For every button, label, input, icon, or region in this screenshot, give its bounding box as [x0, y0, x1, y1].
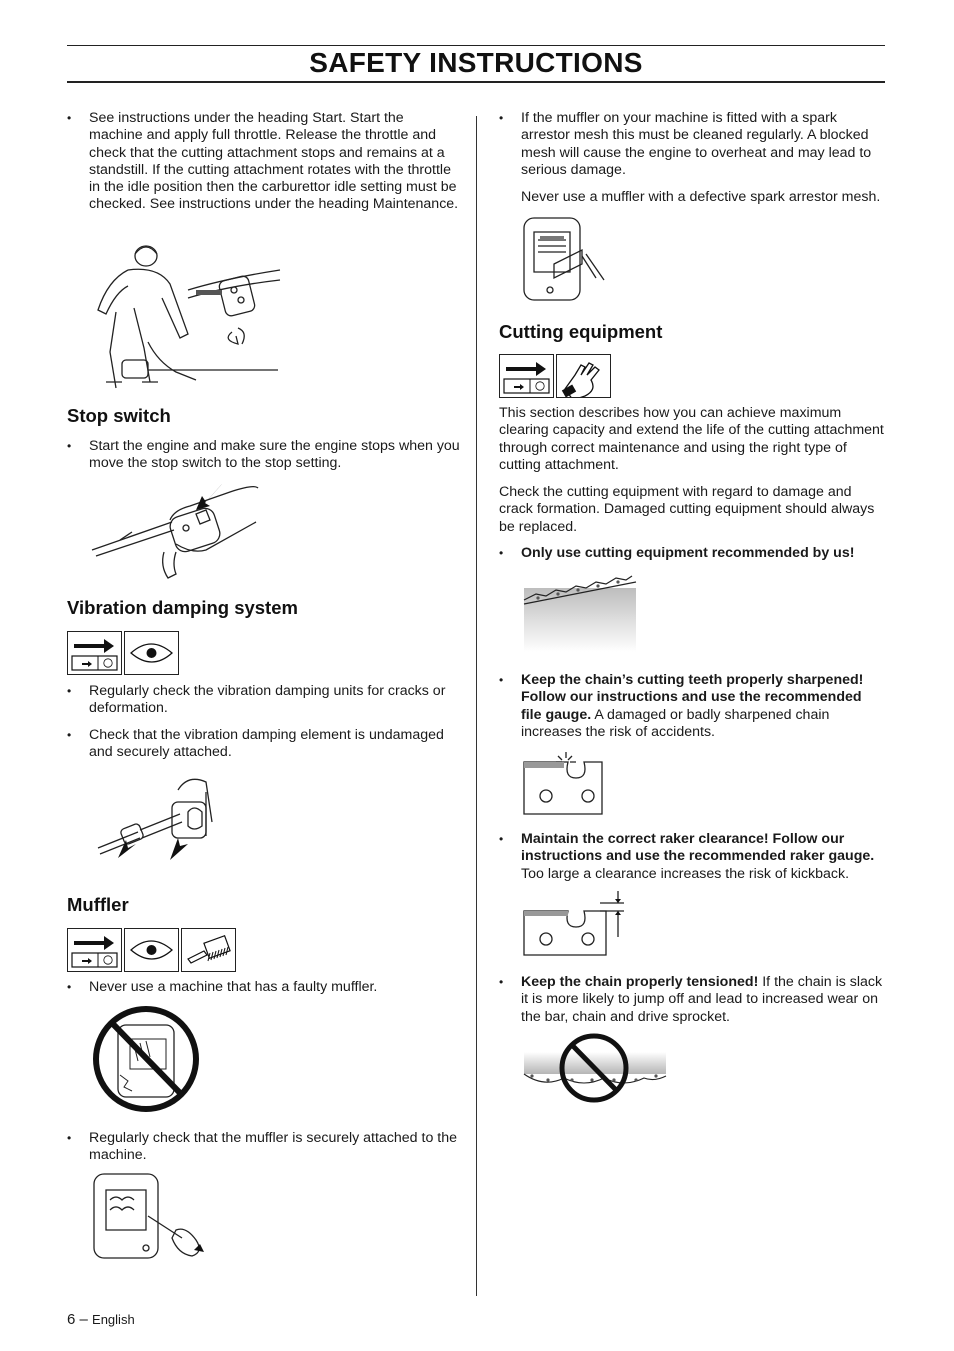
- vibration-heading: Vibration damping system: [67, 597, 298, 618]
- arrow-stop-icon: [68, 929, 121, 971]
- idle-check-illustration: [88, 242, 288, 390]
- glove-icon: [557, 355, 610, 397]
- bullet-dot: •: [67, 1131, 72, 1145]
- chain-illustration: [522, 566, 640, 654]
- inspect-symbol-box: [67, 631, 122, 675]
- muffler-heading: Muffler: [67, 894, 129, 915]
- sharpen-text: [521, 672, 885, 741]
- sharp-tooth-illustration: [522, 752, 612, 818]
- tension-bold: Keep the chain properly tensioned!: [521, 974, 759, 990]
- spark-arrestor-note: Never use a muffler with a defective spark arrestor mesh.: [521, 189, 881, 205]
- stop-switch-text: Start the engine and make sure the engine stops when you move the stop switch to the stop setting.: [89, 438, 460, 472]
- eye-icon: [125, 632, 178, 674]
- raker-bold: Maintain the correct raker clearance! Follow our instructions and use the recommended raker gauge.: [521, 831, 875, 865]
- prohibited-icon: [522, 1032, 668, 1104]
- tension-text: [521, 974, 885, 1026]
- page-footer: [67, 1311, 135, 1329]
- raker-rest: Too large a clearance increases the risk of kickback.: [521, 865, 850, 882]
- column-divider: [476, 116, 477, 1296]
- tension-rest: If the chain is slack it is more likely to jump off and lead to increased wear on the bar, chain and drive sprocket.: [521, 974, 883, 1025]
- brush-symbol-box: [181, 928, 236, 972]
- bullet-dot: •: [67, 439, 72, 453]
- footer-language: English: [92, 1312, 135, 1327]
- muffler-text-1: Never use a machine that has a faulty muffler.: [89, 979, 378, 995]
- inspect-symbol-box: [499, 354, 554, 398]
- arrow-stop-icon: [68, 632, 121, 674]
- glove-symbol-box: [556, 354, 611, 398]
- chain-bar-image: [522, 566, 640, 654]
- raker-text: [521, 831, 887, 883]
- page-number: 6 –: [67, 1311, 88, 1328]
- recommended-text: [521, 545, 885, 562]
- sharpen-rest: A damaged or badly sharpened chain increases the risk of accidents.: [521, 706, 830, 740]
- eye-symbol-box: [124, 928, 179, 972]
- cutting-check: Check the cutting equipment with regard to damage and crack formation. Damaged cutting equipment should always be replaced.: [499, 484, 875, 535]
- bullet-dot: •: [499, 832, 504, 846]
- cutter-tooth-image: [522, 752, 612, 818]
- screwdriver-image: [90, 1170, 212, 1262]
- inspect-symbol-box: [67, 928, 122, 972]
- recommended-bold: Only use cutting equipment recommended by us!: [521, 545, 855, 561]
- brush-icon: [182, 929, 235, 971]
- bullet-dot: •: [67, 684, 72, 698]
- intro-text: See instructions under the heading Start. Start the machine and apply full throttle. Release the throttle and check that the cutting attachment stops and remains at a standstill. If the cutting attachment rotates with the throttle in the idle position then the carburettor idle setting must be checked. See instructions under the heading Maintenance.: [89, 110, 459, 213]
- header-bottom-rule: [67, 81, 885, 83]
- bullet-dot: •: [67, 111, 72, 125]
- cutting-equipment-heading: Cutting equipment: [499, 321, 663, 342]
- raker-clearance-illustration: [520, 891, 628, 959]
- spark-arrestor-illustration: [520, 214, 612, 306]
- muffler-screw-illustration: [90, 1170, 212, 1262]
- vibration-illustration: [92, 768, 222, 868]
- raker-gauge-image: [520, 891, 628, 959]
- stop-switch-illustration: [90, 476, 262, 582]
- stop-switch-heading: Stop switch: [67, 405, 171, 426]
- bullet-dot: •: [67, 728, 72, 742]
- bullet-dot: •: [499, 546, 504, 560]
- spark-arrestor-text: If the muffler on your machine is fitted with a spark arrestor mesh this must be cleaned regularly. A blocked mesh will cause the engine to overheat and may lead to serious damage.: [521, 110, 872, 178]
- slack-chain-illustration: [522, 1032, 668, 1104]
- arrow-stop-icon: [500, 355, 553, 397]
- vibration-text-2: Check that the vibration damping element is undamaged and securely attached.: [89, 727, 444, 761]
- damper-image: [92, 768, 222, 868]
- page-title: SAFETY INSTRUCTIONS: [309, 47, 643, 78]
- prohibited-icon: [90, 1003, 202, 1115]
- operator-trimmer-image: [88, 242, 288, 390]
- sharpen-bold: Keep the chain’s cutting teeth properly sharpened! Follow our instructions and use the recommended file gauge.: [521, 672, 864, 723]
- eye-icon: [125, 929, 178, 971]
- eye-symbol-box: [124, 631, 179, 675]
- cutting-intro: This section describes how you can achieve maximum clearing capacity and extend the life of the cutting attachment through correct maintenance and using the right type of cutting attachment.: [499, 405, 884, 473]
- bullet-dot: •: [499, 975, 504, 989]
- bullet-dot: •: [499, 111, 504, 125]
- vibration-text-1: Regularly check the vibration damping units for cracks or deformation.: [89, 683, 446, 717]
- bullet-dot: •: [499, 673, 504, 687]
- handle-switch-image: [90, 476, 262, 582]
- muffler-mesh-image: [520, 214, 612, 306]
- bullet-dot: •: [67, 980, 72, 994]
- muffler-text-2: Regularly check that the muffler is securely attached to the machine.: [89, 1130, 458, 1164]
- faulty-muffler-illustration: [90, 1003, 202, 1115]
